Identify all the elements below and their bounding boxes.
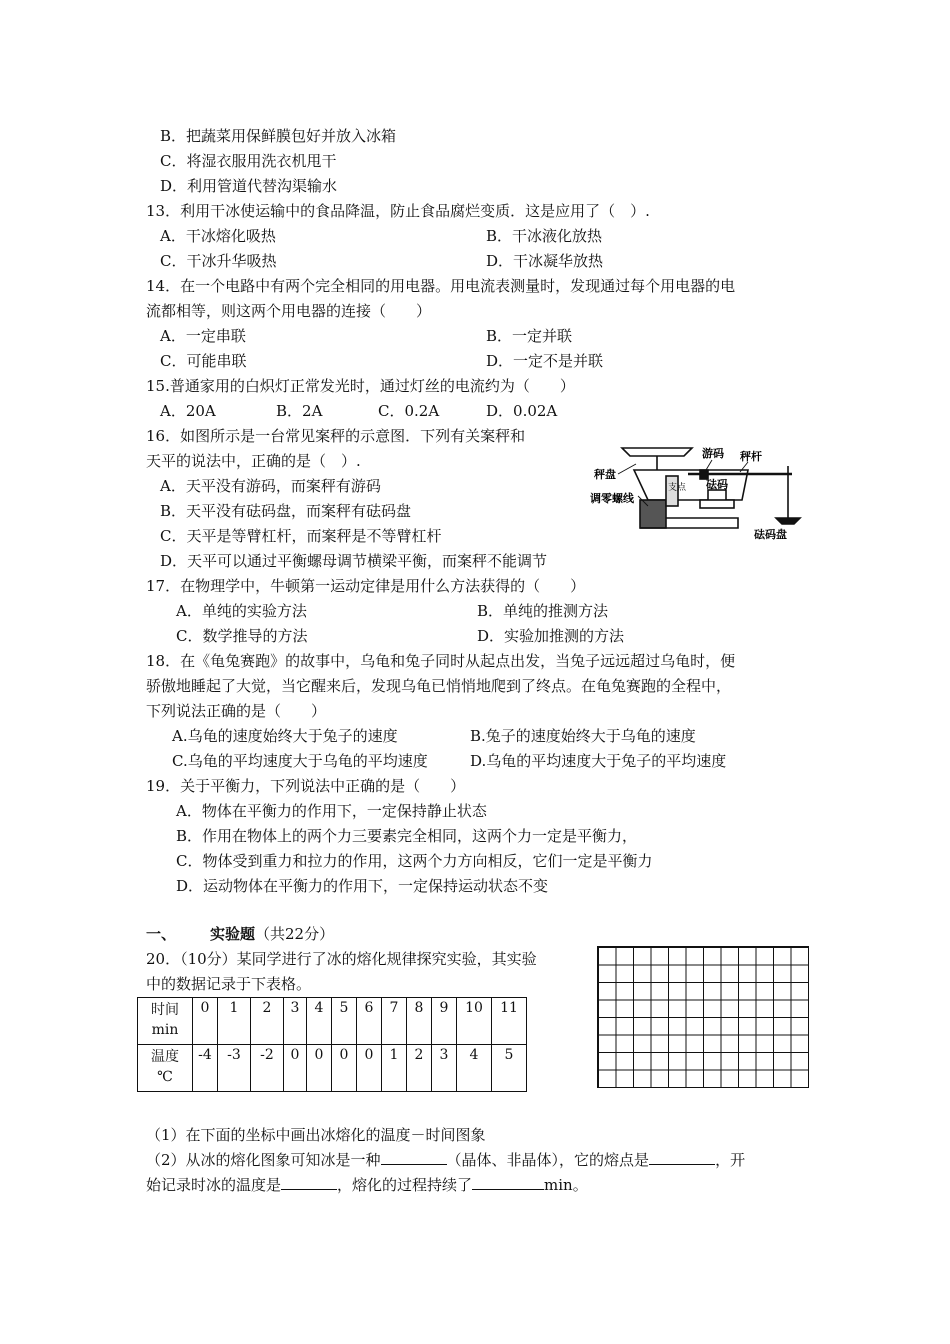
q16-option-b: B．天平没有砝码盘，而案秤有砝码盘 xyxy=(160,502,412,520)
label-weight: 砝码 xyxy=(706,478,728,491)
q15-option-c: C．0.2A xyxy=(378,402,440,420)
temp-cell: 0 xyxy=(332,1045,357,1092)
time-cell: 10 xyxy=(457,998,492,1045)
time-cell: 5 xyxy=(332,998,357,1045)
time-cell: 9 xyxy=(432,998,457,1045)
q14-option-a: A．一定串联 xyxy=(160,327,246,345)
q20-part2-line1: （2）从冰的熔化图象可知冰是一种 （晶体、非晶体），它的熔点是 ，开 xyxy=(146,1151,746,1169)
q12-option-d: D．利用管道代替沟渠输水 xyxy=(160,177,338,195)
temp-cell: 1 xyxy=(382,1045,407,1092)
time-cell: 2 xyxy=(251,998,284,1045)
q15-option-d: D．0.02A xyxy=(486,402,558,420)
q17-option-c: C．数学推导的方法 xyxy=(176,627,308,645)
answer-blank-start-temp[interactable] xyxy=(281,1175,337,1190)
platform-scale-figure xyxy=(588,440,810,544)
q20-part2-line2: 始记录时冰的温度是 ，熔化的过程持续了 min。 xyxy=(146,1176,588,1194)
q16-option-c: C．天平是等臂杠杆，而案秤是不等臂杠杆 xyxy=(160,527,442,545)
temp-cell: -2 xyxy=(251,1045,284,1092)
q19-stem: 19．关于平衡力，下列说法中正确的是（ ） xyxy=(146,777,466,795)
time-cell: 6 xyxy=(357,998,382,1045)
q19-option-a: A．物体在平衡力的作用下，一定保持静止状态 xyxy=(176,802,487,820)
melting-data-table xyxy=(137,997,527,1092)
label-pivot: 支点 xyxy=(668,483,687,493)
label-weight-pan: 砝码盘 xyxy=(754,528,787,541)
q13-option-c: C．干冰升华吸热 xyxy=(160,252,277,270)
temp-cell: 0 xyxy=(357,1045,382,1092)
answer-blank-duration[interactable] xyxy=(472,1175,544,1190)
section-heading xyxy=(210,924,334,944)
time-cell: 1 xyxy=(218,998,251,1045)
q18-option-d: D.乌龟的平均速度大于兔子的平均速度 xyxy=(470,752,727,770)
q19-option-b: B．作用在物体上的两个力三要素完全相同，这两个力一定是平衡力， xyxy=(176,827,638,845)
q18-stem-line3: 下列说法正确的是（ ） xyxy=(146,702,327,720)
time-cell: 0 xyxy=(193,998,218,1045)
temp-cell: 3 xyxy=(432,1045,457,1092)
answer-blank-type[interactable] xyxy=(381,1150,447,1165)
section-number: 一、 xyxy=(146,925,177,943)
answer-blank-melting-point[interactable] xyxy=(649,1150,715,1165)
q13-stem: 13．利用干冰使运输中的食品降温，防止食品腐烂变质．这是应用了（ ）. xyxy=(146,202,650,220)
q14-option-d: D．一定不是并联 xyxy=(486,352,604,370)
label-beam: 秤杆 xyxy=(740,450,762,463)
q14-option-c: C．可能串联 xyxy=(160,352,247,370)
time-cell: 4 xyxy=(307,998,332,1045)
time-cell: 3 xyxy=(284,998,307,1045)
q17-stem: 17．在物理学中，牛顿第一运动定律是用什么方法获得的（ ） xyxy=(146,577,586,595)
temp-cell: 0 xyxy=(284,1045,307,1092)
q19-option-c: C．物体受到重力和拉力的作用，这两个力方向相反，它们一定是平衡力 xyxy=(176,852,653,870)
time-cell: 7 xyxy=(382,998,407,1045)
label-rider: 游码 xyxy=(702,447,724,460)
q15-option-b: B．2A xyxy=(276,402,323,420)
q12-option-b: B．把蔬菜用保鲜膜包好并放入冰箱 xyxy=(160,127,397,145)
temp-cell: 4 xyxy=(457,1045,492,1092)
temp-cell: -3 xyxy=(218,1045,251,1092)
blank-coordinate-grid[interactable] xyxy=(597,946,809,1088)
temp-cell: 2 xyxy=(407,1045,432,1092)
q14-stem-line1: 14．在一个电路中有两个完全相同的用电器。用电流表测量时，发现通过每个用电器的电 xyxy=(146,277,736,295)
label-zero-screw: 调零螺线 xyxy=(590,492,634,505)
q18-option-b: B.兔子的速度始终大于乌龟的速度 xyxy=(470,727,696,745)
q14-stem-line2: 流都相等，则这两个用电器的连接（ ） xyxy=(146,302,432,320)
temp-cell: 5 xyxy=(492,1045,527,1092)
temp-cell: 0 xyxy=(307,1045,332,1092)
q18-option-c: C.乌龟的平均速度大于乌龟的平均速度 xyxy=(172,752,428,770)
label-pan: 秤盘 xyxy=(594,468,616,481)
table-row-time xyxy=(138,998,527,1045)
q13-option-b: B．干冰液化放热 xyxy=(486,227,603,245)
row-label-time: 时间 min xyxy=(138,998,193,1045)
q17-option-d: D．实验加推测的方法 xyxy=(477,627,625,645)
section-score: （共22分） xyxy=(255,925,335,943)
temp-cell: -4 xyxy=(193,1045,218,1092)
q20-stem-line1: 20．（10分）某同学进行了冰的熔化规律探究实验，其实验 xyxy=(146,950,537,968)
section-title: 实验题 xyxy=(210,925,256,943)
q13-option-d: D．干冰凝华放热 xyxy=(486,252,604,270)
q19-option-d: D．运动物体在平衡力的作用下，一定保持运动状态不变 xyxy=(176,877,549,895)
q17-option-a: A．单纯的实验方法 xyxy=(176,602,307,620)
q16-option-a: A．天平没有游码，而案秤有游码 xyxy=(160,477,381,495)
q18-stem-line2: 骄傲地睡起了大觉，当它醒来后，发现乌龟已悄悄地爬到了终点。在龟兔赛跑的全程中， xyxy=(146,677,732,695)
q13-option-a: A．干冰熔化吸热 xyxy=(160,227,276,245)
table-row-temperature xyxy=(138,1045,527,1092)
q17-option-b: B．单纯的推测方法 xyxy=(477,602,609,620)
q16-stem-line2: 天平的说法中，正确的是（ ）. xyxy=(146,452,361,470)
q15-stem: 15.普通家用的白炽灯正常发光时，通过灯丝的电流约为（ ） xyxy=(146,377,575,395)
q20-stem-line2: 中的数据记录于下表格。 xyxy=(146,975,312,993)
time-cell: 11 xyxy=(492,998,527,1045)
q15-option-a: A．20A xyxy=(160,402,216,420)
q16-option-d: D．天平可以通过平衡螺母调节横梁平衡，而案秤不能调节 xyxy=(160,552,548,570)
q18-option-a: A.乌龟的速度始终大于兔子的速度 xyxy=(172,727,398,745)
row-label-temperature: 温度 ℃ xyxy=(138,1045,193,1092)
q18-stem-line1: 18．在《龟兔赛跑》的故事中，乌龟和兔子同时从起点出发，当兔子远远超过乌龟时，便 xyxy=(146,652,736,670)
q16-stem-line1: 16．如图所示是一台常见案秤的示意图．下列有关案秤和 xyxy=(146,427,526,445)
q20-part1: （1）在下面的坐标中画出冰熔化的温度－时间图象 xyxy=(146,1126,486,1144)
q12-option-c: C．将湿衣服用洗衣机甩干 xyxy=(160,152,337,170)
time-cell: 8 xyxy=(407,998,432,1045)
q14-option-b: B．一定并联 xyxy=(486,327,573,345)
